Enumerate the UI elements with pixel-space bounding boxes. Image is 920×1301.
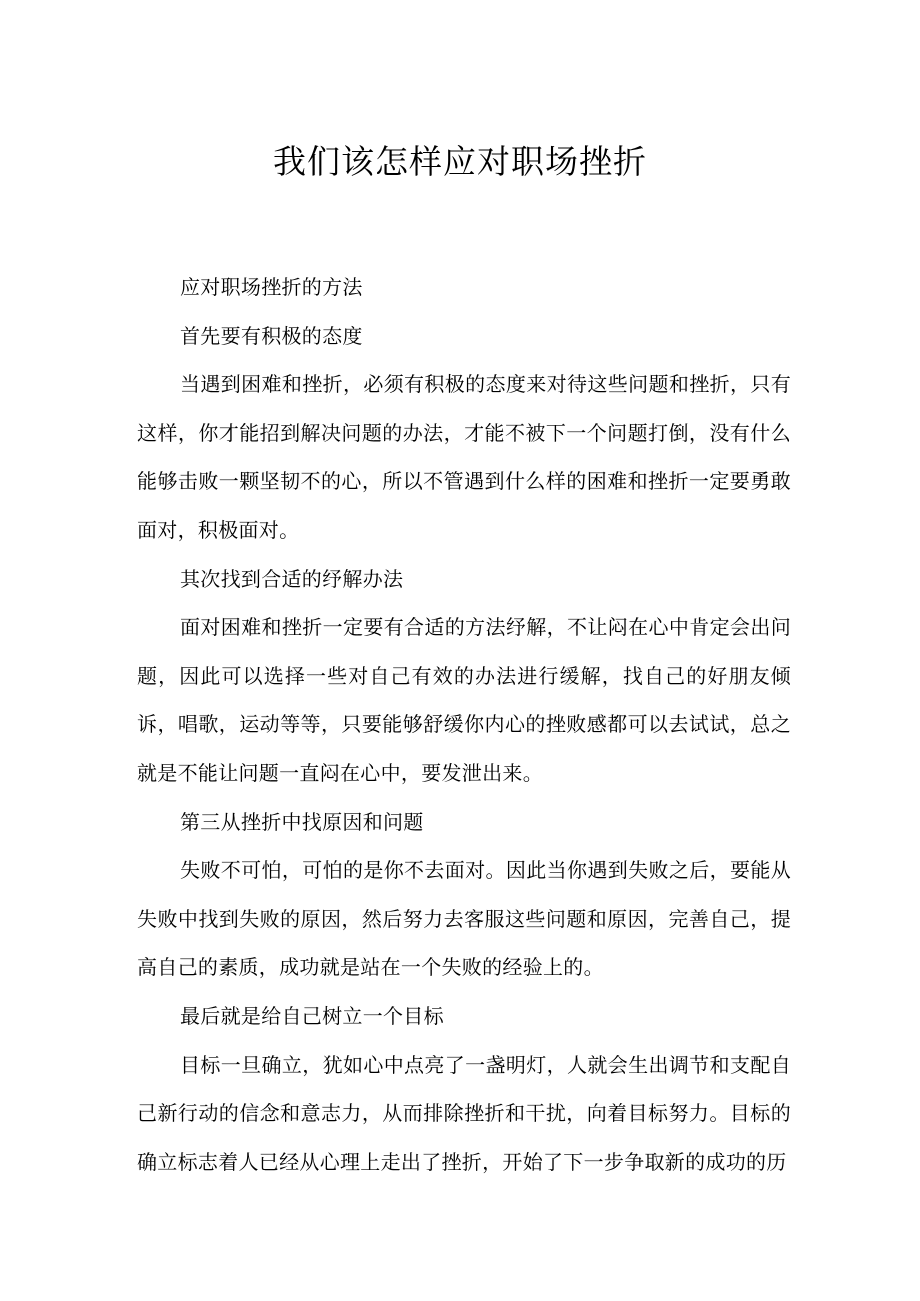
body-paragraph: 目标一旦确立，犹如心中点亮了一盏明灯，人就会生出调节和支配自己新行动的信念和意志力，从而排除挫折和干扰，向着目标努力。目标的确立标志着人已经从心理上走出了挫折，开始了下一步争取新的成功的历: [137, 1052, 791, 1174]
body-paragraph: 面对困难和挫折一定要有合适的方法纾解，不让闷在心中肯定会出问题，因此可以选择一些对自己有效的办法进行缓解，找自己的好朋友倾诉，唱歌，运动等等，只要能够舒缓你内心的挫败感都可以去试试，总之就是不能让问题一直闷在心中，要发泄出来。: [137, 615, 791, 785]
document-body: [137, 263, 791, 1186]
section-heading: 应对职场挫折的方法: [180, 275, 363, 299]
body-paragraph: 当遇到困难和挫折，必须有积极的态度来对待这些问题和挫折，只有这样，你才能招到解决问题的办法，才能不被下一个问题打倒，没有什么能够击败一颗坚韧不的心，所以不管遇到什么样的困难和挫折一定要勇敢面对，积极面对。: [137, 372, 791, 542]
section-heading: 最后就是给自己树立一个目标: [180, 1003, 444, 1028]
section-heading: 首先要有积极的态度: [180, 323, 363, 348]
section-heading: 第三从挫折中找原因和问题: [180, 809, 424, 834]
section-heading: 其次找到合适的纾解办法: [180, 566, 404, 591]
body-paragraph: 失败不可怕，可怕的是你不去面对。因此当你遇到失败之后，要能从失败中找到失败的原因，然后努力去客服这些问题和原因，完善自己，提高自己的素质，成功就是站在一个失败的经验上的。: [137, 858, 791, 980]
document-title: 我们该怎样应对职场挫折: [273, 142, 647, 181]
